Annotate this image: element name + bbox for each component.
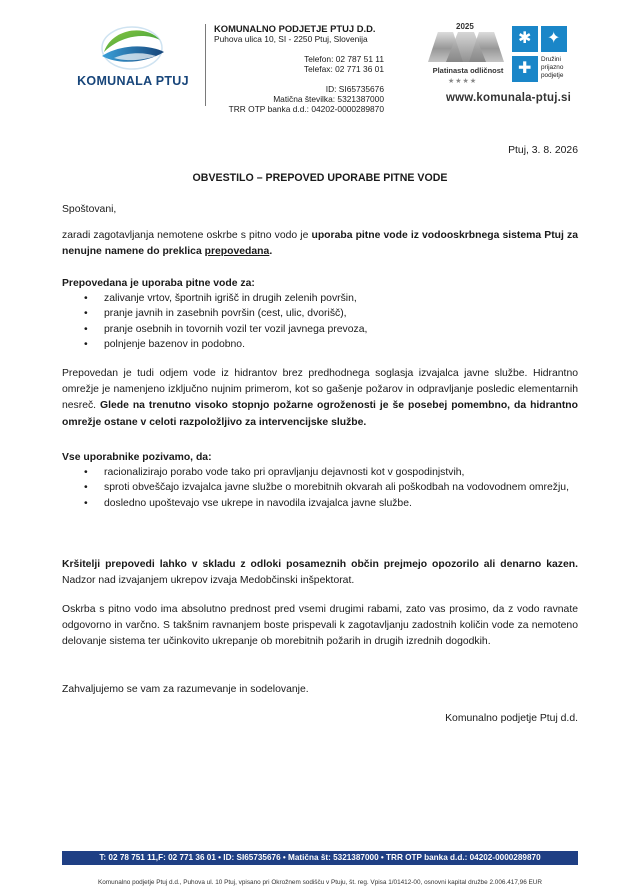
award-badge — [428, 22, 508, 90]
ban-list — [62, 291, 578, 353]
signature: Komunalno podjetje Ptuj d.d. — [445, 713, 578, 724]
company-bank: TRR OTP banka d.d.: 04202-0000289870 — [228, 104, 384, 114]
company-fax: Telefax: 02 771 36 01 — [303, 64, 384, 74]
greeting: Spoštovani, — [62, 204, 117, 215]
company-id: ID: SI65735676 — [325, 84, 384, 94]
call-heading: Vse uporabnike pozivamo, da: — [62, 452, 212, 463]
intro-text-bold: uporaba pitne vode iz vodooskrbnega sistema Ptuj za nenujne namene do preklica — [62, 230, 578, 258]
letterhead — [0, 0, 640, 120]
list-item: • polnjenje bazenov in podobno. — [62, 337, 578, 352]
list-item: • pranje javnih in zasebnih površin (cest, ulic, dvorišč), — [62, 306, 578, 321]
intro-text-underlined: prepovedana — [204, 246, 270, 258]
thanks-paragraph: Zahvaljujemo se vam za razumevanje in sodelovanje. — [62, 684, 309, 695]
family-badge-line-1: Družini — [541, 56, 561, 63]
company-address: Puhova ulica 10, SI - 2250 Ptuj, Slovenija — [214, 34, 368, 44]
family-badge-line-3: podjetje — [541, 72, 564, 79]
intro-text-1: zaradi zagotavljanja nemotene oskrbe s pitno vodo je — [62, 230, 312, 241]
family-friendly-badge — [512, 26, 570, 88]
list-item: • sproti obveščajo izvajalca javne službe o morebitnih okvarah ali poškodbah na vodovodnem omrežju, — [62, 480, 578, 495]
company-name: KOMUNALNO PODJETJE PTUJ D.D. — [214, 23, 376, 34]
list-item: • pranje osebnih in tovornih vozil ter vozil javnega prevoza, — [62, 322, 578, 337]
penalty-text-bold: Kršitelji prepovedi lahko v skladu z odloki posameznih občin prejmejo opozorilo ali denarno kazen. — [62, 559, 578, 570]
company-logo — [68, 22, 198, 102]
hydrant-text: Prepovedan je tudi odjem vode iz hidrantov brez predhodnega soglasja izvajalca javne službe. Hidrantno omrežje je namenjeno izključno nujnim primerom, kot so gašenje požarov in odpravljanje posledic elementarnih nesreč. — [62, 368, 578, 412]
parent-figure-icon: ✚ — [512, 56, 538, 82]
website-link[interactable]: www.komunala-ptuj.si — [446, 92, 571, 104]
company-reg-no: Matična številka: 5321387000 — [273, 94, 384, 104]
hydrant-paragraph — [62, 366, 578, 431]
call-list — [62, 465, 578, 511]
award-year: 2025 — [456, 22, 474, 31]
logo-swirl-icon — [86, 22, 178, 72]
ban-heading: Prepovedana je uporaba pitne vode za: — [62, 278, 255, 289]
child-figure-icon: ✦ — [541, 26, 567, 52]
logo-text: KOMUNALA PTUJ — [77, 74, 189, 88]
list-item: • dosledno upoštevajo vse ukrepe in navodila izvajalca javne službe. — [62, 496, 578, 511]
priority-paragraph: Oskrba s pitno vodo ima absolutno prednost pred vsemi drugimi rabami, zato vas prosimo, da z vodo ravnate odgovorno in varčno. S takšnim ravnanjem boste prispevali k zagotavljanju zadostnih količin vode za nemoteno delovanje sistema ter učinkovito ukrepanje ob morebitnih požarih in drugih izrednih dogodkih. — [62, 604, 578, 648]
hydrant-text-bold: Glede na trenutno visoko stopnjo požarne ogroženosti je še posebej pomembno, da hidrantno omrežje ostane v celoti razpoložljivo za intervencijske službe. — [62, 400, 578, 428]
penalty-text: Nadzor nad izvajanjem ukrepov izvaja Medobčinski inšpektorat. — [62, 575, 355, 587]
header-divider — [205, 24, 206, 106]
award-label: Platinasta odličnost — [432, 66, 504, 75]
company-phone: Telefon: 02 787 51 11 — [304, 54, 384, 64]
list-item: • zalivanje vrtov, športnih igrišč in drugih zelenih površin, — [62, 291, 578, 306]
intro-text-end: . — [269, 246, 273, 258]
document-title: OBVESTILO – PREPOVED UPORABE PITNE VODE — [192, 172, 448, 184]
family-figure-icon: ✱ — [512, 26, 538, 52]
penalty-paragraph — [62, 557, 578, 589]
footer-contact-bar: T: 02 78 751 11,F: 02 771 36 01 • ID: SI65735676 • Matična št: 5321387000 • TRR OTP banka d.d.: 04202-0000289870 — [62, 851, 578, 865]
intro-paragraph — [62, 228, 578, 260]
list-item: • racionalizirajo porabo vode tako pri opravljanju dejavnosti kot v gospodinjstvih, — [62, 465, 578, 480]
company-info — [214, 24, 384, 114]
document-date: Ptuj, 3. 8. 2026 — [508, 145, 578, 156]
award-stars: ★★★★ — [448, 78, 478, 85]
family-badge-text — [541, 56, 563, 80]
footer-legal-line: Komunalno podjetje Ptuj d.d., Puhova ul. 10 Ptuj, vpisano pri Okrožnem sodišču v Ptuju, št. reg. Vpisa 1/01412-00, osnovni kapital družbe 2.006.417,96 EUR — [97, 879, 543, 886]
family-badge-line-2: prijazno — [541, 64, 564, 71]
